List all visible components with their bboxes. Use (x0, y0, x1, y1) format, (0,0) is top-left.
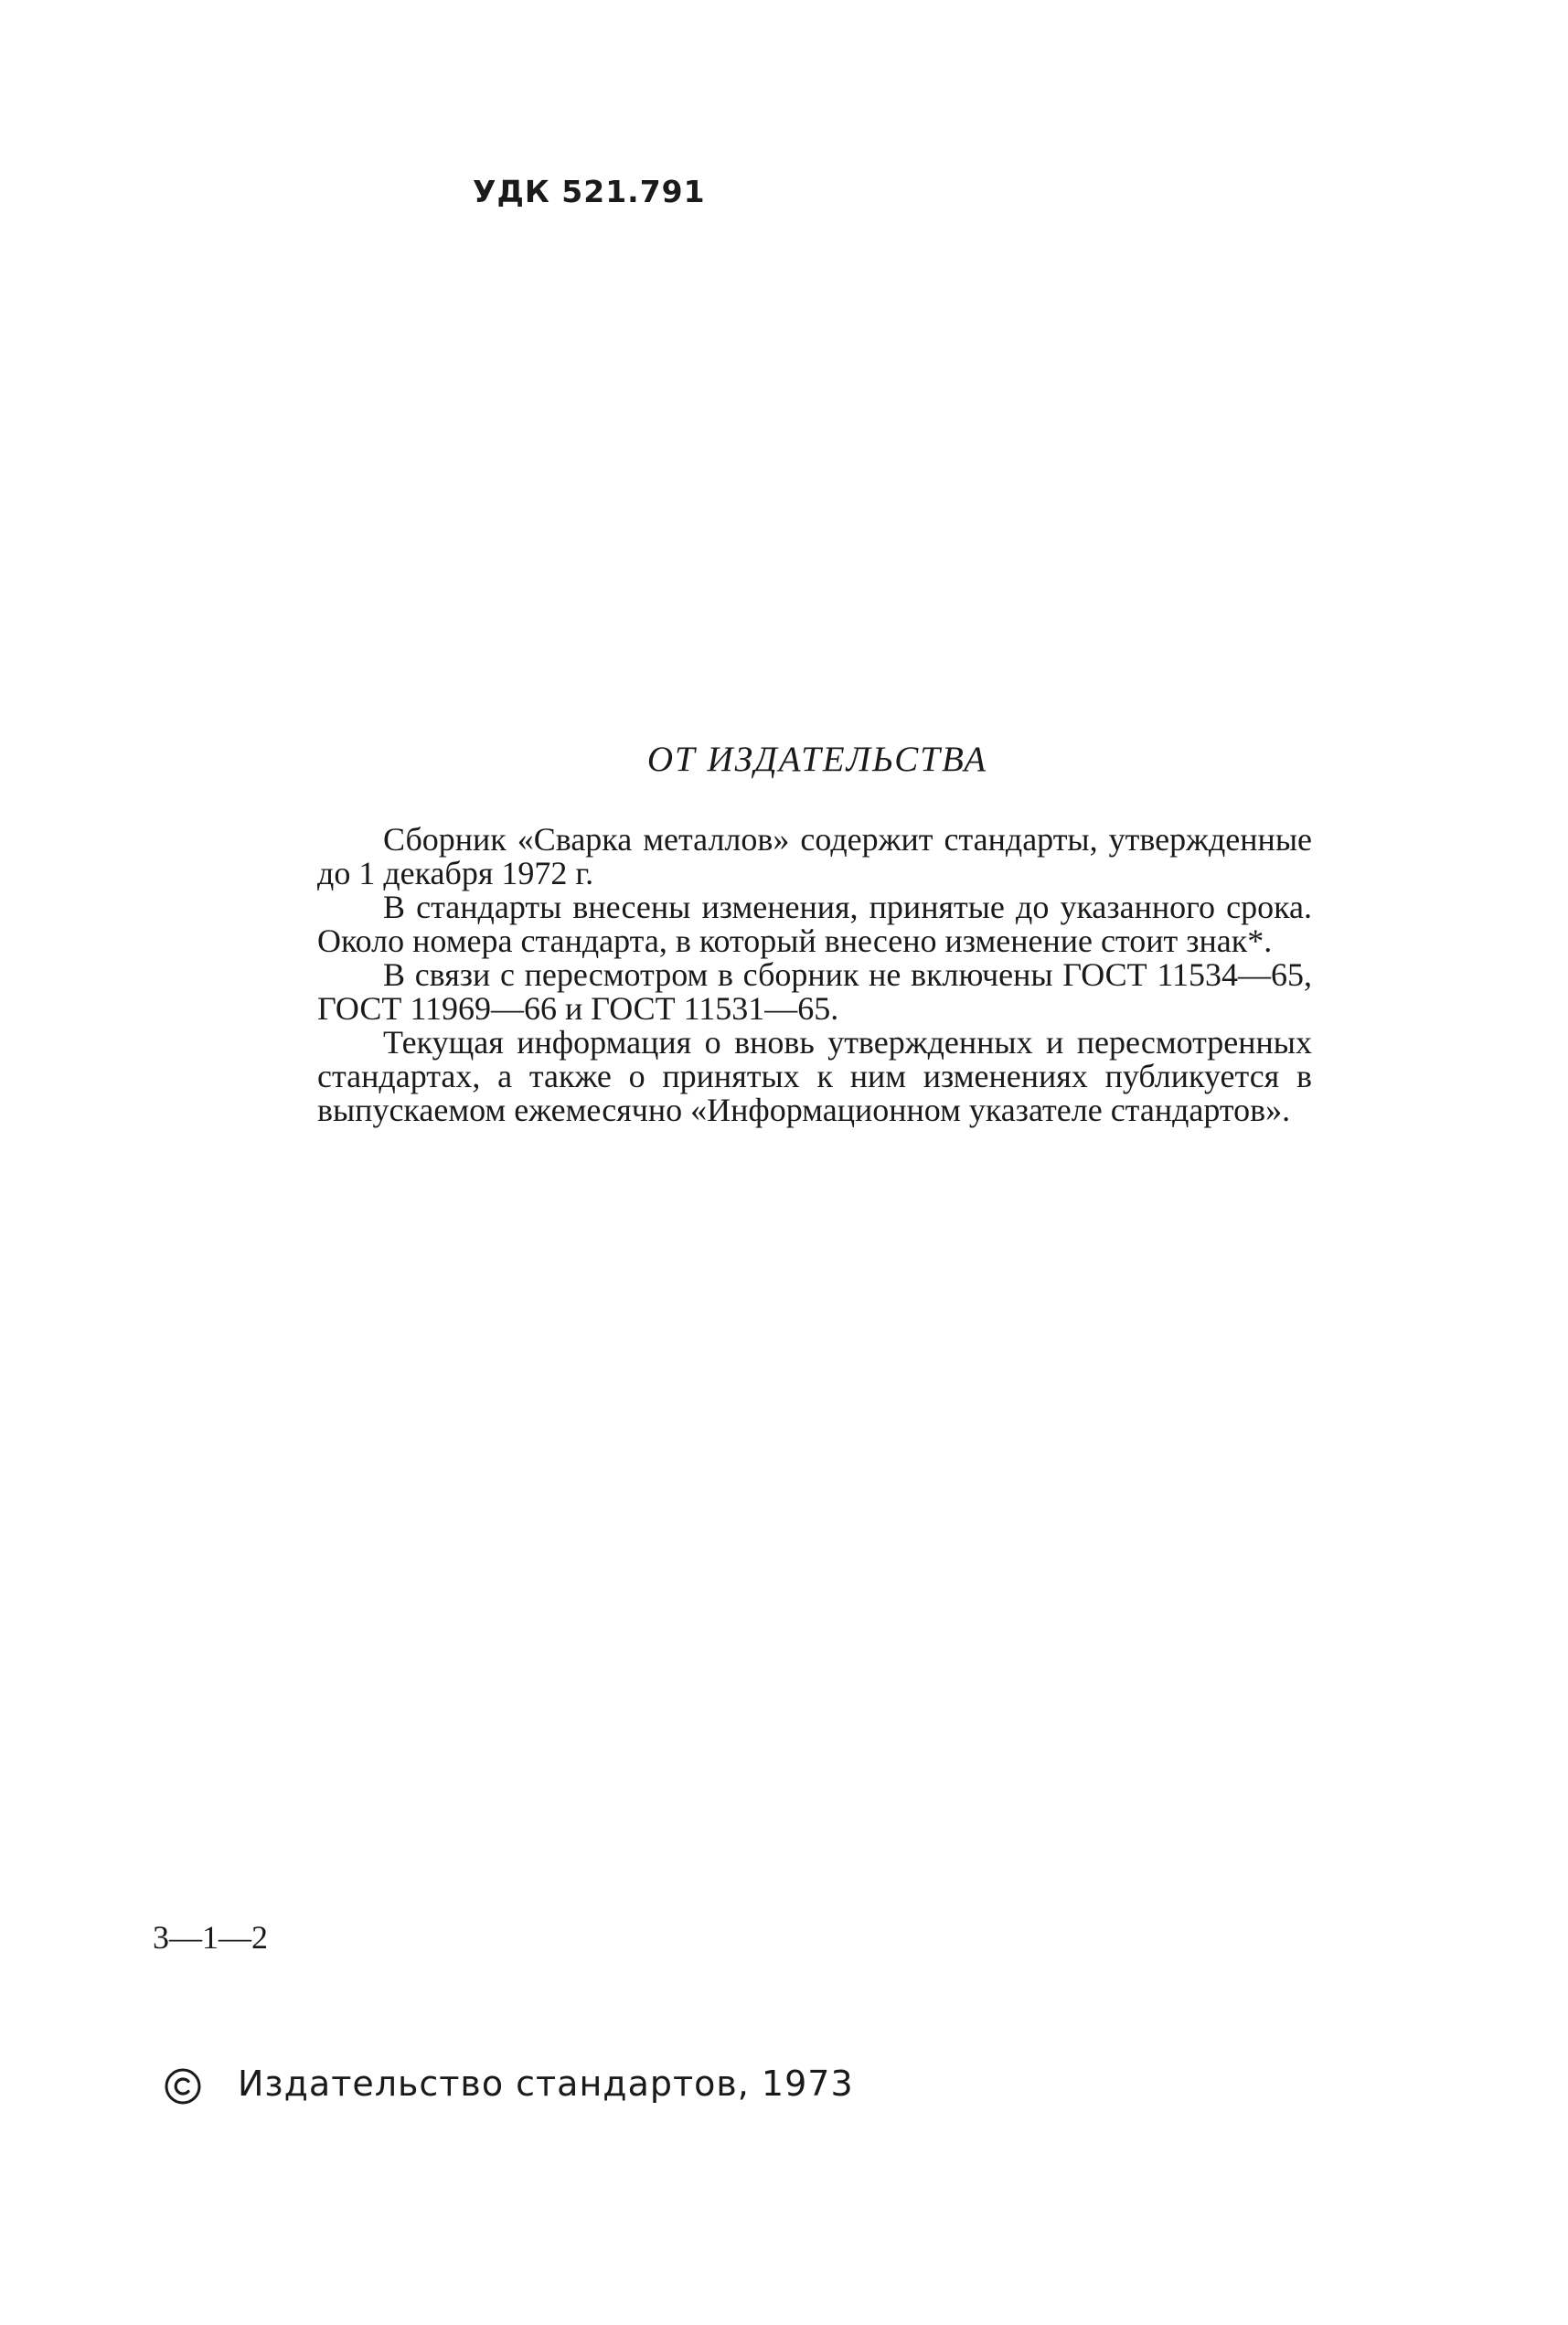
section-heading: ОТ ИЗДАТЕЛЬСТВА (646, 740, 988, 779)
publisher-note (317, 823, 1312, 1127)
paragraph-current-information: Текущая информация о вновь утвержденных и пересмотренных стандартах, а также о принятых к ним изменениях публикуется в выпускаемом ежемесячно «Информационном указателе стандартов». (317, 1024, 1312, 1128)
paragraph-amendments: В стандарты внесены изменения, принятые до указанного срока. Около номера стандарта, в который внесено изменение стоит знак*. (317, 889, 1312, 959)
udk-classification: УДК 521.791 (473, 174, 706, 209)
paragraph-collection-contents: Сборник «Сварка металлов» содержит стандарты, утвержденные до 1 декабря 1972 г. (317, 821, 1312, 891)
copyright-line (165, 2063, 854, 2105)
paragraph-excluded-standards: В связи с пересмотром в сборник не включены ГОСТ 11534—65, ГОСТ 11969—66 и ГОСТ 11531—65. (317, 956, 1312, 1027)
copyright-icon (165, 2068, 201, 2105)
copyright-text: Издательство стандартов, 1973 (238, 2064, 854, 2104)
imprint-code: 3—1—2 (153, 1919, 268, 1956)
